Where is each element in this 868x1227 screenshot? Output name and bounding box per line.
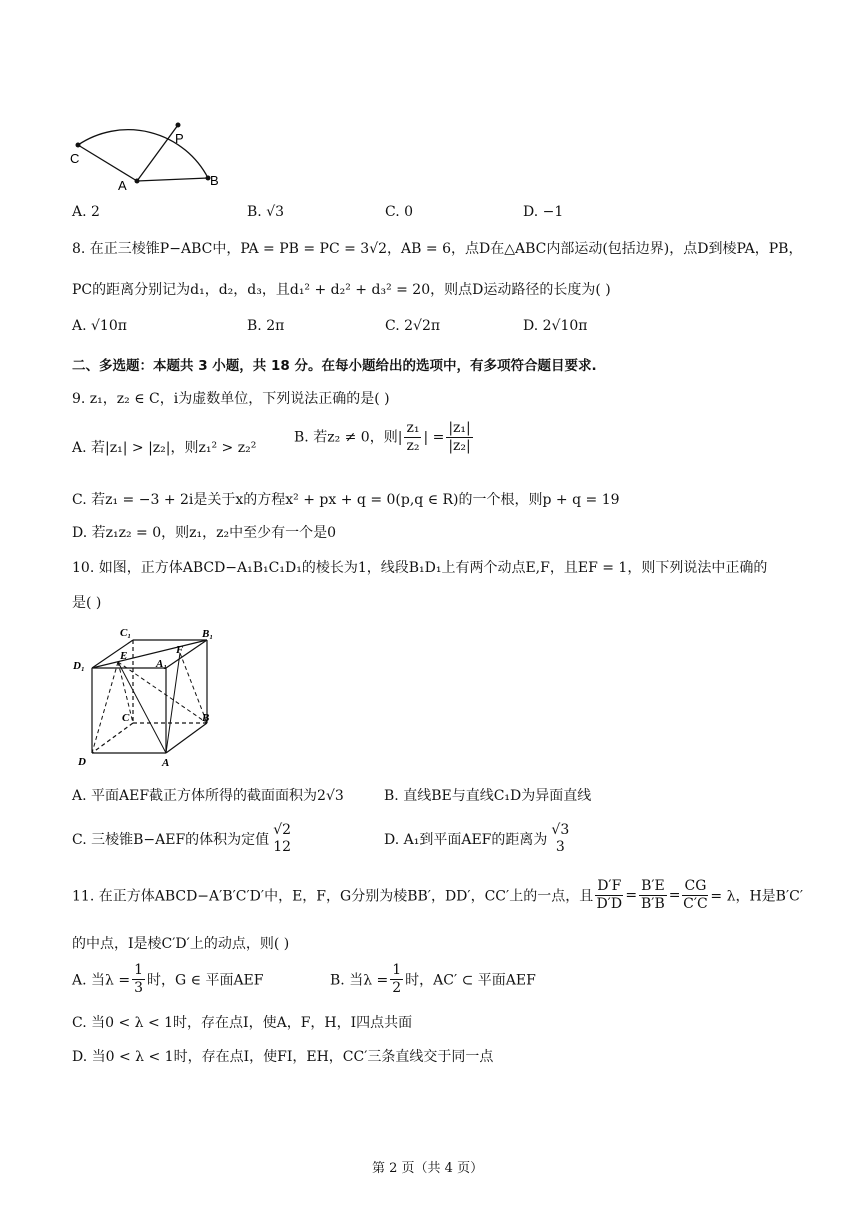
q10-line2: 是( ) xyxy=(72,595,102,611)
cube-label-b1: B₁ xyxy=(202,628,214,640)
q10-c-frac xyxy=(271,822,293,856)
q10-c-num: √2 xyxy=(273,822,292,838)
q10-c-den: 12 xyxy=(273,839,292,855)
q10-d-prefix: D. A₁到平面AEF的距离为 xyxy=(384,832,548,848)
q9-b-num2: |z₁| xyxy=(448,420,471,436)
q8-option-a: A. √10π xyxy=(72,318,127,334)
q10-d-den: 3 xyxy=(555,839,565,855)
q9-b-mid: | = xyxy=(423,429,445,446)
q7-option-b: B. √3 xyxy=(247,204,285,220)
fig7-label-c: C xyxy=(70,151,80,166)
q11-a-post: 时，G ∈ 平面AEF xyxy=(147,972,264,989)
cube-label-c: C xyxy=(122,712,130,724)
q11-option-d: D. 当0 < λ < 1时，存在点I，使FI，EH，CC′三条直线交于同一点 xyxy=(72,1049,494,1065)
cube-label-d1: D₁ xyxy=(73,660,85,672)
q11-f1-den: D′D xyxy=(596,896,623,912)
q9-b-frac2 xyxy=(446,420,472,455)
section-heading: 二、多选题：本题共 3 小题，共 18 分。在每小题给出的选项中，有多项符合题目要求. xyxy=(72,358,597,374)
fig7-label-p: P xyxy=(175,131,184,146)
q7-option-c: C. 0 xyxy=(385,204,414,220)
q8-option-c: C. 2√2π xyxy=(385,318,441,334)
sector-figure xyxy=(60,105,230,195)
q8-line2: PC的距离分别记为d₁，d₂，d₃，且d₁² + d₂² + d₃² = 20，则点D运动路径的长度为( ) xyxy=(72,282,611,298)
q9-option-a: A. 若|z₁| > |z₂|，则z₁² > z₂² xyxy=(72,440,257,456)
cube-label-d: D xyxy=(78,756,86,768)
q9-b-frac1 xyxy=(404,420,421,455)
q8-option-d: D. 2√10π xyxy=(523,318,588,334)
fig7-label-a: A xyxy=(118,178,127,193)
q11-frac2 xyxy=(639,878,667,913)
q11-line2: 的中点，I是棱C′D′上的动点，则( ) xyxy=(72,936,290,952)
q11-b-frac xyxy=(390,962,403,997)
q11-a-num: 1 xyxy=(134,962,143,978)
q10-line1: 10. 如图，正方体ABCD−A₁B₁C₁D₁的棱长为1，线段B₁D₁上有两个动点E,F，且EF = 1，则下列说法中正确的 xyxy=(72,560,768,576)
q10-d-num: √3 xyxy=(551,822,570,838)
q9-option-d: D. 若z₁z₂ = 0，则z₁，z₂中至少有一个是0 xyxy=(72,525,337,541)
cube-figure xyxy=(70,625,230,770)
q11-f3-den: C′C xyxy=(683,896,708,912)
q10-option-c xyxy=(72,822,295,856)
q9-b-den1: z₂ xyxy=(406,438,420,454)
cube-label-c1: C₁ xyxy=(120,627,132,639)
q11-line1: 11. 在正方体ABCD−A′B′C′D′中，E，F，G分别为棱BB′，DD′，CC′上的一点，且 $\frac{D'F}{D'D}$ = $\frac{B'E}{B'B}$ = $\frac{CG}{C'C}$ = λ，H是B′C′ xyxy=(72,878,804,912)
q9-option-c: C. 若z₁ = −3 + 2i是关于x的方程x² + px + q = 0(p,q ∈ R)的一个根，则p + q = 19 xyxy=(72,492,620,508)
q11-b-post: 时，AC′ ⊂ 平面AEF xyxy=(405,972,536,989)
q11-f3-num: CG xyxy=(684,878,707,894)
q10-option-b: B. 直线BE与直线C₁D为异面直线 xyxy=(384,788,592,804)
q11-b-prefix: B. 当λ = xyxy=(330,972,389,989)
cube-label-f: F xyxy=(176,644,184,656)
q11-frac3 xyxy=(682,878,708,913)
q11-f2-num: B′E xyxy=(641,878,665,894)
cube-label-a1: A₁ xyxy=(156,658,168,670)
q9-b-den2: |z₂| xyxy=(448,438,471,454)
q11-option-c: C. 当0 < λ < 1时，存在点I，使A，F，H，I四点共面 xyxy=(72,1015,413,1031)
q9-b-prefix: B. 若z₂ ≠ 0，则| xyxy=(294,429,403,446)
cube-label-e: E xyxy=(120,650,128,662)
q11-b-den: 2 xyxy=(392,980,402,996)
q11-a-den: 3 xyxy=(134,980,143,996)
q11-f2-den: B′B xyxy=(641,896,665,912)
q11-a-frac xyxy=(132,962,145,997)
q8-line1: 8. 在正三棱锥P−ABC中，PA = PB = PC = 3√2，AB = 6，点D在△ABC内部运动(包括边界)，点D到棱PA，PB， xyxy=(72,241,803,257)
q11-b-num: 1 xyxy=(392,962,402,978)
fig7-label-b: B xyxy=(210,173,219,188)
q11-f1-num: D′F xyxy=(597,878,622,894)
q11-prefix: 11. 在正方体ABCD−A′B′C′D′中，E，F，G分别为棱BB′，DD′，CC′上的一点，且 xyxy=(72,888,594,905)
q10-option-d xyxy=(384,822,573,856)
q9-b-num1: z₁ xyxy=(406,420,420,436)
q11-a-prefix: A. 当λ = xyxy=(72,972,131,989)
q8-option-b: B. 2π xyxy=(247,318,285,334)
q7-option-d: D. −1 xyxy=(523,204,564,220)
q11-option-b xyxy=(330,962,536,997)
cube-label-a: A xyxy=(162,757,170,769)
q10-option-a: A. 平面AEF截正方体所得的截面面积为2√3 xyxy=(72,788,344,804)
q11-post: = λ，H是B′C′ xyxy=(710,888,804,905)
page-footer: 第 2 页（共 4 页） xyxy=(372,1161,484,1176)
q9-option-b xyxy=(294,420,475,455)
q7-option-a: A. 2 xyxy=(72,204,100,220)
q10-c-prefix: C. 三棱锥B−AEF的体积为定值 xyxy=(72,832,270,848)
q9-stem: 9. z₁，z₂ ∈ C，i为虚数单位，下列说法正确的是( ) xyxy=(72,391,390,407)
q10-d-frac xyxy=(549,822,571,856)
cube-label-b: B xyxy=(202,712,210,724)
q11-frac1 xyxy=(595,878,623,913)
q11-option-a xyxy=(72,962,264,997)
